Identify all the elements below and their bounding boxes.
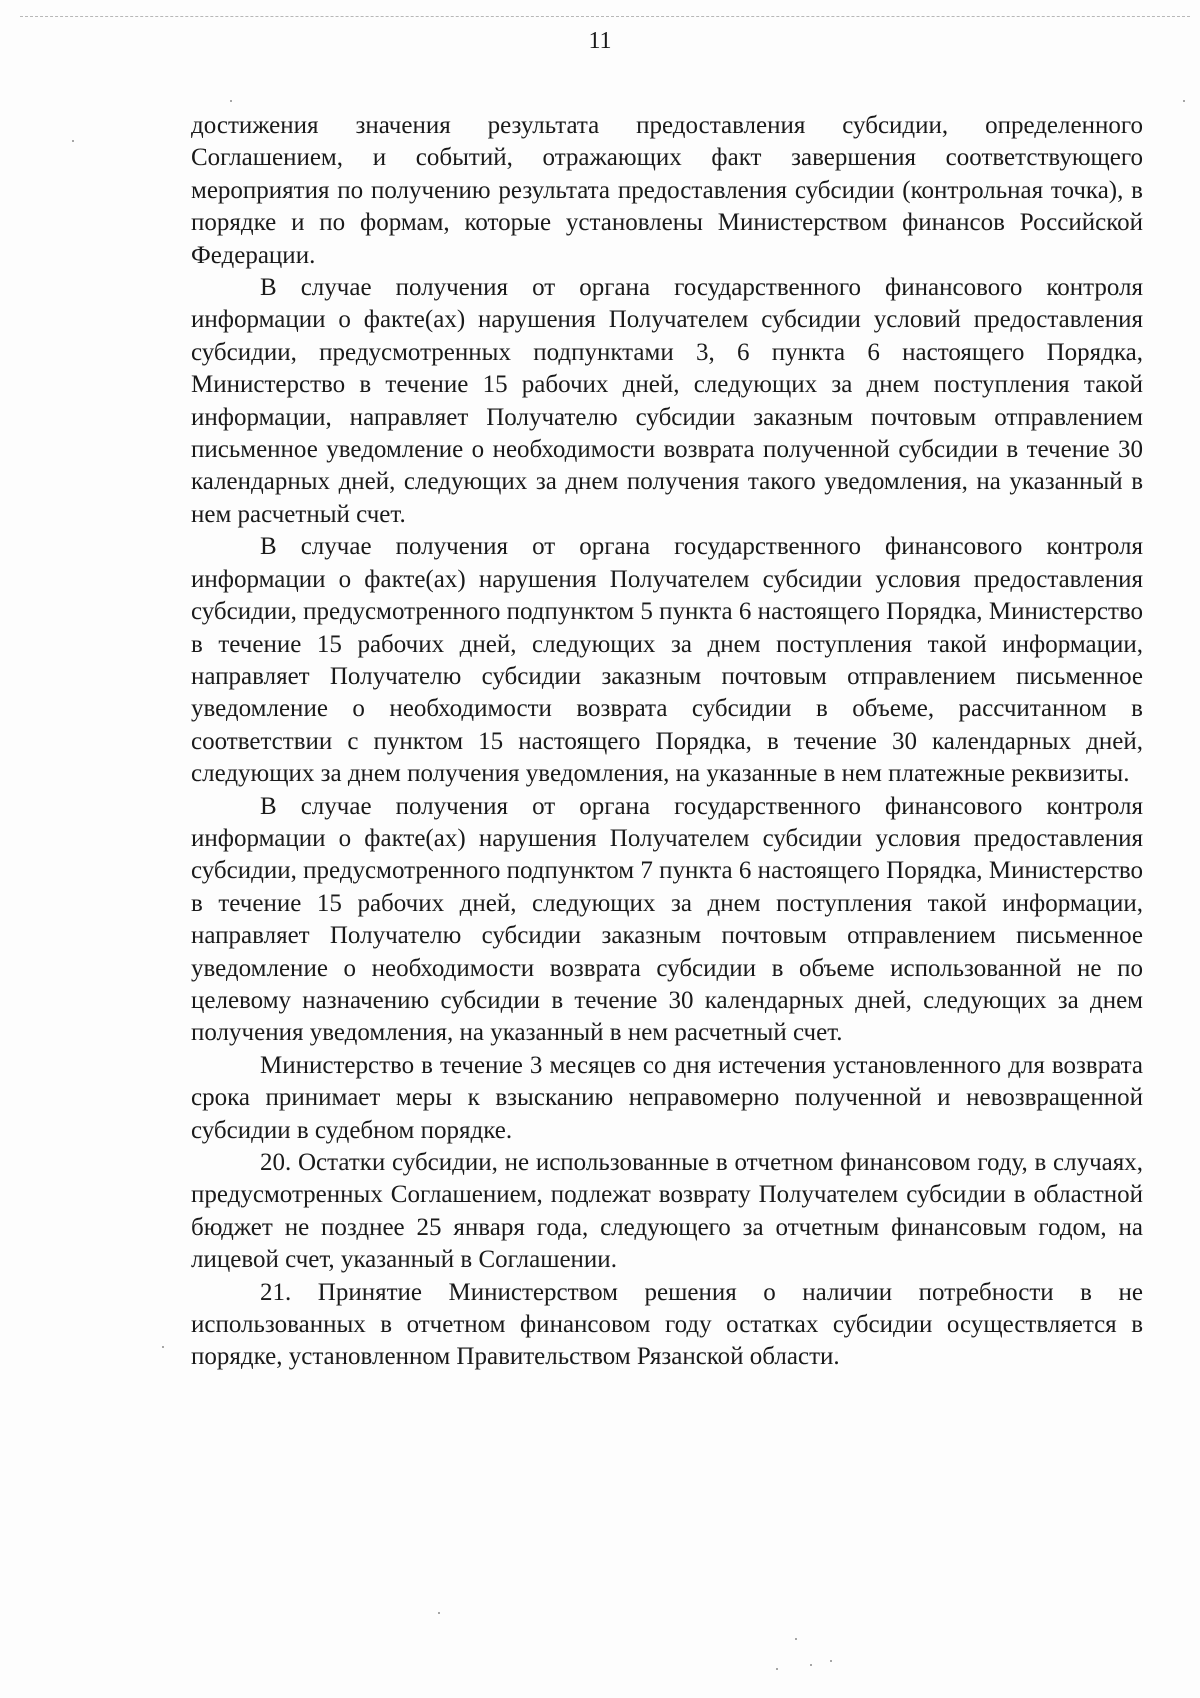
scan-speck xyxy=(72,140,74,142)
scan-speck xyxy=(795,1638,797,1640)
paragraph-20-remaining-funds: 20. Остатки субсидии, не использованные в отчетном финансовом году, в случаях, предусмотренных Соглашением, подлежат возврату Получателем субсидии в областной бюджет не позднее 25 января года, следующего за отчетным финансовым годом, на лицевой счет, указанный в Соглашении. xyxy=(191,1149,1143,1274)
document-body xyxy=(191,110,1143,1374)
paragraph-recovery-measures: Министерство в течение 3 месяцев со дня истечения установленного для возврата срока принимает меры к взысканию неправомерно полученной и невозвращенной субсидии в судебном порядке. xyxy=(191,1051,1143,1144)
scan-speck xyxy=(162,1346,164,1348)
paragraph-21-decision: 21. Принятие Министерством решения о наличии потребности в не использованных в отчетном финансовом году остатках субсидии осуществляется в порядке, установленном Правительством Рязанской области. xyxy=(191,1278,1143,1371)
paragraph-violation-subpoint-5: В случае получения от органа государственного финансового контроля информации о факте(ах) нарушения Получателем субсидии условия предоставления субсидии, предусмотренного подпунктом 5 пункта 6 настоящего Порядка, Министерство в течение 15 рабочих дней, следующих за днем поступления такой информации, направляет Получателю субсидии заказным почтовым отправлением письменное уведомление о необходимости возврата субсидии в объеме, рассчитанном в соответствии с пунктом 15 настоящего Порядка, в течение 30 календарных дней, следующих за днем получения уведомления, на указанные в нем платежные реквизиты. xyxy=(191,533,1143,788)
paragraph-continuation: достижения значения результата предоставления субсидии, определенного Соглашением, и событий, отражающих факт завершения соответствующего мероприятия по получению результата предоставления субсидии (контрольная точка), в порядке и по формам, которые установлены Министерством финансов Российской Федерации. xyxy=(191,112,1143,269)
scan-edge-artifact xyxy=(20,16,1190,17)
page-number: 11 xyxy=(588,28,612,54)
scan-speck xyxy=(776,1668,778,1670)
scan-speck xyxy=(1183,100,1185,102)
scan-speck xyxy=(830,1660,832,1662)
paragraph-violation-conditions: В случае получения от органа государственного финансового контроля информации о факте(ах) нарушения Получателем субсидии условий предоставления субсидии, предусмотренных подпунктами 3, 6 пункта 6 настоящего Порядка, Министерство в течение 15 рабочих дней, следующих за днем поступления такой информации, направляет Получателю субсидии заказным почтовым отправлением письменное уведомление о необходимости возврата полученной субсидии в течение 30 календарных дней, следующих за днем получения такого уведомления, на указанный в нем расчетный счет. xyxy=(191,274,1143,528)
paragraph-violation-subpoint-7: В случае получения от органа государственного финансового контроля информации о факте(ах) нарушения Получателем субсидии условия предоставления субсидии, предусмотренного подпунктом 7 пункта 6 настоящего Порядка, Министерство в течение 15 рабочих дней, следующих за днем поступления такой информации, направляет Получателю субсидии заказным почтовым отправлением письменное уведомление о необходимости возврата субсидии в объеме использованной не по целевому назначению субсидии в течение 30 календарных дней, следующих за днем получения уведомления, на указанный в нем расчетный счет. xyxy=(191,792,1143,1047)
scan-speck xyxy=(230,100,232,102)
scan-speck xyxy=(438,1612,440,1614)
scan-speck xyxy=(810,1664,812,1666)
